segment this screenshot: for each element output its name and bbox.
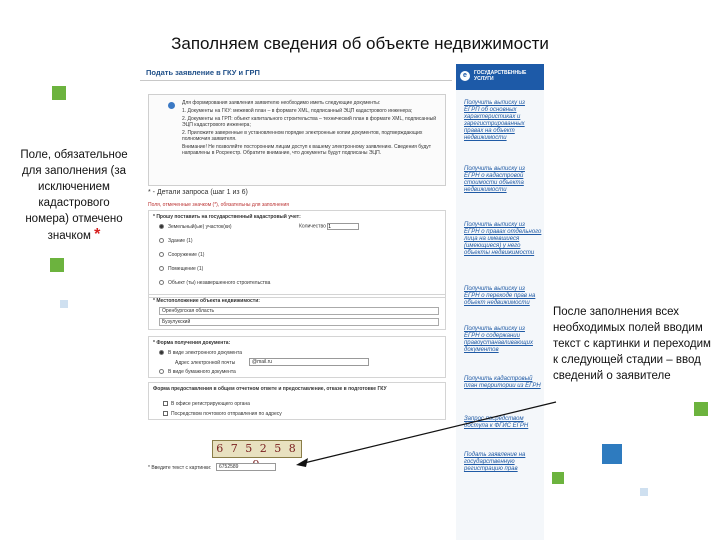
sidebar-link[interactable]: Запрос посредством доступа к ФГИС ЕГРН: [464, 416, 529, 429]
captcha-instruction-note: После заполнения всех необходимых полей вводим текст с картинки и переходим к следующей стадии – ввод сведений о заявителе: [553, 306, 711, 382]
logo-text: ГОСУДАРСТВЕННЫЕ УСЛУГИ: [474, 70, 527, 82]
region-select[interactable]: Оренбургская область: [159, 307, 439, 315]
info-line: 2. Приложите заверенные в установленном порядке электронные копии документов, подтверждающих полномочия заявителя.: [182, 130, 423, 142]
required-note: Поля, отмеченные значком (*), обязательны для заполнения: [148, 202, 290, 208]
info-line: 1. Документы на ГКУ: межевой план – в формате XML, подписанный ЭЦП кадастрового инженера;: [182, 108, 413, 114]
email-label: Адрес электронной почты: [175, 360, 236, 366]
sidebar-link[interactable]: Получить выписку из ЕГРН о правах отдельного лица на имевшиеся (имеющиеся) у него объекты недвижимости: [464, 222, 542, 256]
sidebar-link[interactable]: Получить выписку из ЕГРН о переходе прав на объект недвижимости: [464, 286, 536, 306]
sidebar-link[interactable]: Получить выписку из ЕГРН о кадастровой стоимости объекта недвижимости: [464, 166, 525, 193]
step-title: * - Детали запроса (шаг 1 из 6): [148, 189, 248, 196]
captcha-label: * Введите текст с картинки:: [148, 465, 212, 471]
sidebar-link[interactable]: Подать заявление на государственную регистрацию прав: [464, 452, 526, 472]
radio-label: Здание (1): [168, 238, 193, 244]
captcha-image: 6 7 5 2 5 8: [212, 440, 302, 458]
info-line: 2. Документы на ГРП: объект капитального строительства – технический план в формате XML, подписанный ЭЦП кадастрового инженера;: [182, 116, 437, 128]
radio-label: Сооружение (1): [168, 252, 205, 258]
radio-label: Земельный(ые) участок(ки): [168, 224, 232, 230]
object-type-label: * Прошу поставить на государственный кадастровый учет:: [153, 214, 301, 220]
checkbox-label: Посредством почтового отправления по адресу: [171, 411, 282, 417]
sidebar-link[interactable]: Получить выписку из ЕГРН о содержании правоустанавливающих документов: [464, 326, 533, 353]
required-star-icon: *: [94, 226, 101, 243]
captcha-input[interactable]: 6752589: [216, 463, 276, 471]
radio-label: В виде бумажного документа: [168, 369, 236, 375]
required-field-note-text: Поле, обязательное для заполнения (за исключением кадастрового номера) отмечено значком: [20, 149, 128, 242]
receipt-label: * Форма получения документа:: [153, 340, 231, 346]
email-field[interactable]: @mail.ru: [249, 358, 369, 366]
prior-label: Форма предоставления в общем отчетном ответе и предоставление, отказе в подготовке ГКУ: [153, 386, 387, 392]
radio-label: Помещение (1): [168, 266, 204, 272]
sidebar-link[interactable]: Получить выписку из ЕГРП об основных характеристиках и зарегистрированных правах на объект недвижимости: [464, 100, 525, 141]
slide-title: Заполняем сведения об объекте недвижимости: [171, 34, 549, 53]
radio-label: В виде электронного документа: [168, 350, 243, 356]
checkbox-label: В офисе регистрирующего органа: [171, 401, 250, 407]
location-label: * Местоположение объекта недвижимости:: [153, 298, 260, 304]
gosuslugi-icon: e: [460, 71, 470, 81]
info-line: Для формирования заявления заявителю необходимо иметь следующие документы:: [182, 100, 381, 106]
info-line: Внимание! Не позволяйте посторонним лицам доступ к вашему электронному заявлению. Сведения будут направлены в Росреестр. Обратите внимание, что документы будут подписаны ЭЦП.: [182, 144, 432, 156]
district-select[interactable]: Бузулукский: [159, 318, 439, 326]
form-header: Подать заявление в ГКУ и ГРП: [146, 68, 260, 77]
quantity-label: Количество: [299, 223, 326, 230]
radio-label: Объект (ты) незавершенного строительства: [168, 280, 271, 286]
sidebar-link[interactable]: Получить кадастровый план территории из ЕГРН: [464, 376, 541, 389]
